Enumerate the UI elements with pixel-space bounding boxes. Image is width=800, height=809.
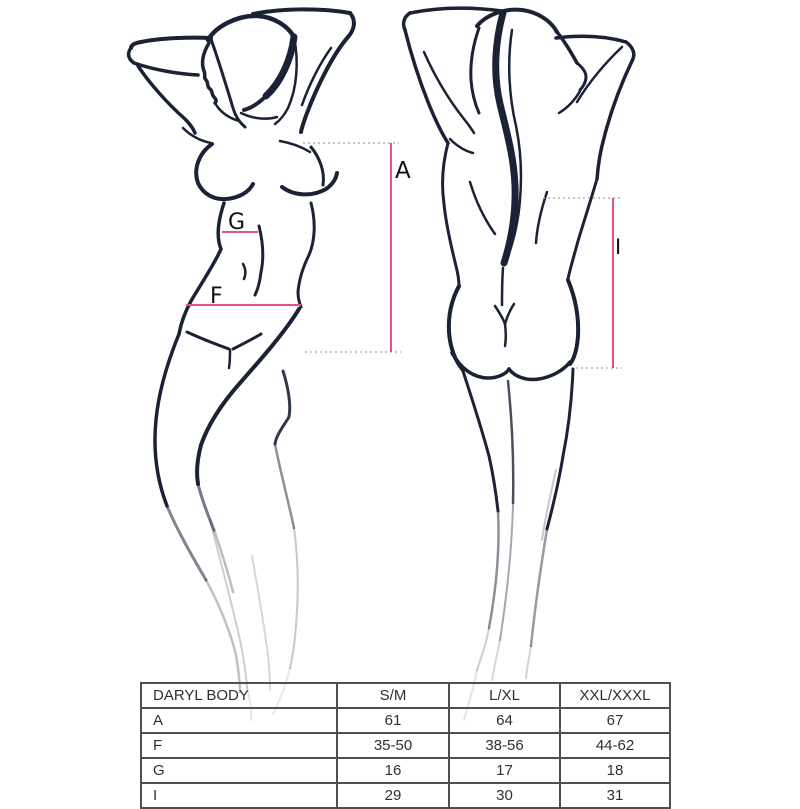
- front-left-breast: [196, 144, 253, 199]
- front-chest-line: [241, 113, 277, 119]
- front-right-arm-outer: [301, 37, 348, 132]
- front-hair-tail: [244, 96, 266, 110]
- front-left-waist-hip: [179, 203, 224, 334]
- front-right-breast-under: [282, 173, 337, 194]
- label-g: G: [228, 210, 246, 235]
- back-ponytail: [496, 13, 515, 263]
- row-label: F: [141, 733, 337, 758]
- size-table: [140, 682, 671, 809]
- back-right-arm-top: [556, 36, 626, 42]
- back-center-leg-fade1: [500, 503, 513, 640]
- back-right-contour: [568, 179, 597, 279]
- front-leg-right-fade2: [290, 528, 298, 668]
- front-right-arm-top: [253, 9, 350, 14]
- front-navel: [243, 264, 245, 279]
- back-right-thigh: [547, 369, 573, 529]
- back-left-arm-top: [410, 8, 502, 13]
- cell-value: 38-56: [449, 733, 560, 758]
- row-label: A: [141, 708, 337, 733]
- row-label: I: [141, 783, 337, 808]
- row-label: G: [141, 758, 337, 783]
- cell-value: 44-62: [560, 733, 670, 758]
- back-head-left-edge: [471, 28, 479, 113]
- back-hip-right: [568, 280, 578, 364]
- cell-value: 64: [449, 708, 560, 733]
- back-left-contour: [443, 143, 459, 286]
- column-header-lxl: L/XL: [449, 683, 560, 708]
- back-hair-crown: [477, 10, 557, 32]
- back-crease-stem: [505, 324, 506, 346]
- column-header-xxl: XXL/XXXL: [560, 683, 670, 708]
- column-header-sm: S/M: [337, 683, 449, 708]
- back-center-leg-fade2: [492, 640, 500, 680]
- front-hair-crown: [208, 16, 294, 40]
- back-left-thigh: [463, 371, 498, 511]
- cell-value: 17: [449, 758, 560, 783]
- back-cheek-left: [452, 353, 509, 378]
- back-left-thigh-fade2: [477, 628, 489, 670]
- label-f: F: [210, 284, 223, 309]
- cell-value: 31: [560, 783, 670, 808]
- cell-value: 35-50: [337, 733, 449, 758]
- back-left-thigh-fade1: [489, 511, 499, 628]
- back-crease-left: [495, 306, 505, 324]
- front-right-waist-hip: [298, 203, 314, 307]
- cell-value: 29: [337, 783, 449, 808]
- front-leg-outer: [155, 334, 179, 506]
- front-left-elbow: [129, 48, 134, 63]
- front-calf-strand1: [210, 520, 247, 688]
- back-cheek-right: [509, 362, 570, 380]
- table-row: [141, 758, 670, 783]
- front-pubic-right: [233, 334, 261, 349]
- back-right-elbow: [626, 42, 634, 61]
- back-shoulder-blade-left: [470, 182, 495, 234]
- front-leg-right: [275, 371, 290, 444]
- back-left-elbow: [404, 13, 410, 30]
- front-right-elbow: [348, 13, 354, 37]
- back-right-thigh-fade2: [526, 646, 531, 678]
- front-abdomen-line: [255, 226, 263, 295]
- table-row: [141, 708, 670, 733]
- front-hair-strand: [211, 39, 245, 127]
- table-row: [141, 733, 670, 758]
- front-thigh-cross: [197, 309, 299, 484]
- back-left-armpit: [450, 139, 473, 153]
- front-leg-outer-fade1: [167, 506, 206, 580]
- front-right-arm-inner: [302, 48, 331, 105]
- cell-value: 67: [560, 708, 670, 733]
- back-shoulder-blade-right: [536, 192, 547, 243]
- front-figure: [129, 9, 354, 720]
- label-a: A: [395, 158, 411, 184]
- front-thigh-cross-fade2: [214, 530, 233, 592]
- back-right-thigh-fade1: [531, 529, 547, 646]
- back-figure: [404, 8, 634, 720]
- front-pubic-left: [187, 332, 229, 349]
- front-left-armpit: [183, 128, 211, 143]
- front-calf-strand2: [252, 556, 270, 690]
- table-row: [141, 783, 670, 808]
- front-right-breast-top: [280, 141, 310, 152]
- back-right-arm-inner: [577, 47, 622, 102]
- label-i: I: [615, 235, 622, 259]
- cell-value: 18: [560, 758, 670, 783]
- front-pubic-stem: [229, 350, 230, 368]
- front-hair-mass: [266, 37, 294, 96]
- cell-value: 16: [337, 758, 449, 783]
- front-left-upper-arm: [138, 66, 195, 133]
- cell-value: 30: [449, 783, 560, 808]
- back-face-profile: [577, 63, 586, 90]
- front-left-arm-top: [131, 38, 211, 48]
- front-leg-outer-fade2: [206, 580, 240, 692]
- back-crease-right: [505, 304, 514, 324]
- back-left-arm-inner: [424, 52, 474, 133]
- back-right-arm-outer: [597, 61, 632, 179]
- measurement-labels: [210, 158, 621, 309]
- front-right-breast-side: [311, 147, 323, 185]
- product-name-cell: DARYL BODY: [141, 683, 337, 708]
- table-header-row: [141, 683, 670, 708]
- back-spine-hint: [502, 268, 503, 305]
- cell-value: 61: [337, 708, 449, 733]
- front-leg-right-fade1: [275, 444, 294, 528]
- back-center-leg: [508, 381, 513, 503]
